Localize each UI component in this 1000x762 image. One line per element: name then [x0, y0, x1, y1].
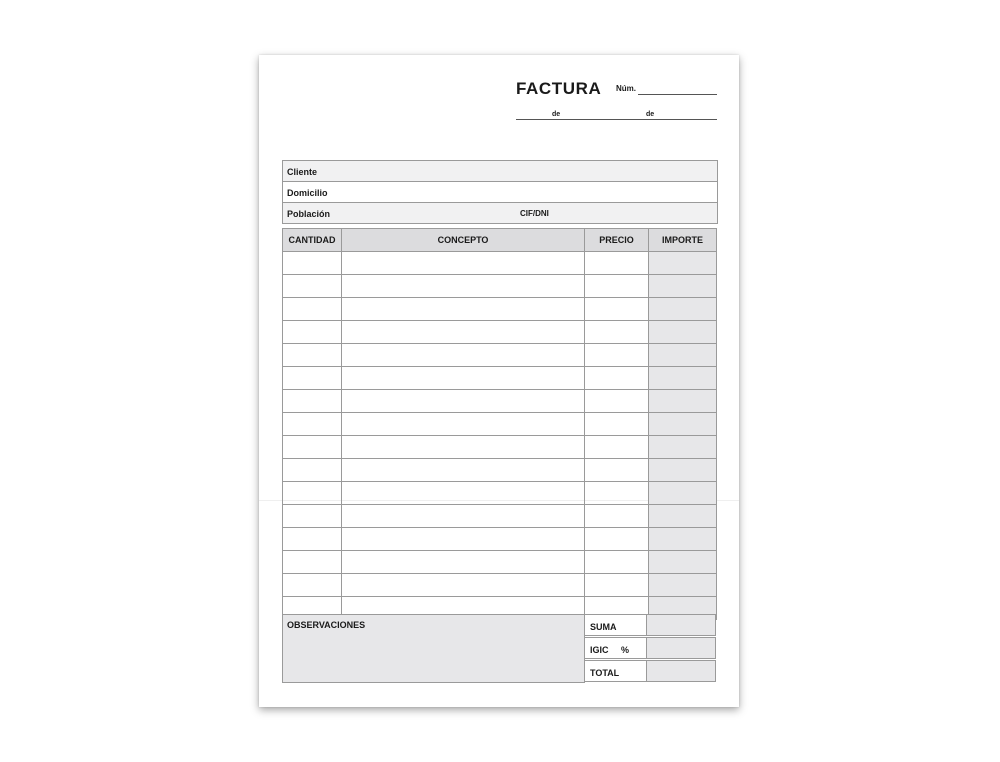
- total-label-cell: [584, 660, 647, 682]
- table-row: [283, 344, 717, 367]
- table-row: [283, 275, 717, 298]
- column-header-amount: IMPORTE: [649, 229, 717, 252]
- amount-cell[interactable]: [649, 367, 717, 390]
- quantity-cell[interactable]: [283, 505, 342, 528]
- address-label: Domicilio: [287, 188, 328, 198]
- price-cell[interactable]: [585, 275, 649, 298]
- quantity-cell[interactable]: [283, 390, 342, 413]
- date-de-label-1: de: [552, 111, 561, 118]
- quantity-cell[interactable]: [283, 574, 342, 597]
- tax-label-cell: [584, 637, 647, 659]
- concept-cell[interactable]: [342, 482, 585, 505]
- amount-cell[interactable]: [649, 436, 717, 459]
- quantity-cell[interactable]: [283, 459, 342, 482]
- quantity-cell[interactable]: [283, 344, 342, 367]
- tax-value-field[interactable]: [646, 637, 716, 659]
- quantity-cell[interactable]: [283, 367, 342, 390]
- observations-label: OBSERVACIONES: [287, 620, 366, 630]
- total-value-field[interactable]: [646, 660, 716, 682]
- amount-cell[interactable]: [649, 482, 717, 505]
- price-cell[interactable]: [585, 574, 649, 597]
- price-cell[interactable]: [585, 459, 649, 482]
- tax-label: IGIC: [590, 645, 609, 655]
- quantity-cell[interactable]: [283, 321, 342, 344]
- table-row: [283, 505, 717, 528]
- date-de-label-2: de: [646, 111, 655, 118]
- price-cell[interactable]: [585, 321, 649, 344]
- quantity-cell[interactable]: [283, 482, 342, 505]
- total-row: [584, 660, 716, 682]
- concept-cell[interactable]: [342, 344, 585, 367]
- line-items-table: [282, 228, 717, 620]
- concept-cell[interactable]: [342, 574, 585, 597]
- price-cell[interactable]: [585, 298, 649, 321]
- quantity-cell[interactable]: [283, 528, 342, 551]
- price-cell[interactable]: [585, 252, 649, 275]
- table-row: [283, 459, 717, 482]
- tax-percent-label: %: [621, 645, 630, 655]
- quantity-cell[interactable]: [283, 298, 342, 321]
- subtotal-value-field[interactable]: [646, 614, 716, 636]
- quantity-cell[interactable]: [283, 551, 342, 574]
- client-city-row[interactable]: [283, 203, 717, 223]
- amount-cell[interactable]: [649, 551, 717, 574]
- table-row: [283, 413, 717, 436]
- concept-cell[interactable]: [342, 367, 585, 390]
- observations-box[interactable]: [282, 614, 585, 683]
- table-header-row: [283, 229, 717, 252]
- total-label: TOTAL: [590, 668, 620, 678]
- table-row: [283, 551, 717, 574]
- invoice-number-label: Núm.: [616, 84, 636, 93]
- price-cell[interactable]: [585, 367, 649, 390]
- concept-cell[interactable]: [342, 528, 585, 551]
- table-row: [283, 367, 717, 390]
- tax-row: [584, 637, 716, 659]
- city-label: Población: [287, 209, 331, 219]
- concept-cell[interactable]: [342, 551, 585, 574]
- client-address-row[interactable]: [283, 182, 717, 203]
- totals-box: [584, 614, 716, 683]
- price-cell[interactable]: [585, 413, 649, 436]
- client-box: [282, 160, 718, 224]
- table-row: [283, 390, 717, 413]
- amount-cell[interactable]: [649, 574, 717, 597]
- amount-cell[interactable]: [649, 298, 717, 321]
- price-cell[interactable]: [585, 436, 649, 459]
- price-cell[interactable]: [585, 482, 649, 505]
- subtotal-label: SUMA: [590, 622, 617, 632]
- column-header-price: PRECIO: [585, 229, 649, 252]
- table-row: [283, 321, 717, 344]
- amount-cell[interactable]: [649, 344, 717, 367]
- client-label: Cliente: [287, 167, 318, 177]
- table-row: [283, 528, 717, 551]
- concept-cell[interactable]: [342, 390, 585, 413]
- quantity-cell[interactable]: [283, 413, 342, 436]
- date-field[interactable]: [516, 119, 717, 120]
- price-cell[interactable]: [585, 528, 649, 551]
- concept-cell[interactable]: [342, 436, 585, 459]
- concept-cell[interactable]: [342, 321, 585, 344]
- quantity-cell[interactable]: [283, 275, 342, 298]
- price-cell[interactable]: [585, 551, 649, 574]
- quantity-cell[interactable]: [283, 252, 342, 275]
- column-header-quantity: CANTIDAD: [283, 229, 342, 252]
- table-row: [283, 298, 717, 321]
- table-row: [283, 252, 717, 275]
- amount-cell[interactable]: [649, 390, 717, 413]
- amount-cell[interactable]: [649, 252, 717, 275]
- amount-cell[interactable]: [649, 321, 717, 344]
- concept-cell[interactable]: [342, 413, 585, 436]
- concept-cell[interactable]: [342, 459, 585, 482]
- concept-cell[interactable]: [342, 275, 585, 298]
- price-cell[interactable]: [585, 390, 649, 413]
- table-row: [283, 482, 717, 505]
- price-cell[interactable]: [585, 344, 649, 367]
- tax-id-label: CIF/DNI: [520, 209, 549, 218]
- client-name-row[interactable]: [283, 161, 717, 182]
- amount-cell[interactable]: [649, 459, 717, 482]
- concept-cell[interactable]: [342, 298, 585, 321]
- amount-cell[interactable]: [649, 505, 717, 528]
- amount-cell[interactable]: [649, 413, 717, 436]
- subtotal-row: [584, 614, 716, 636]
- quantity-cell[interactable]: [283, 436, 342, 459]
- concept-cell[interactable]: [342, 505, 585, 528]
- table-row: [283, 436, 717, 459]
- invoice-sheet: [259, 55, 739, 707]
- table-row: [283, 574, 717, 597]
- column-header-concept: CONCEPTO: [342, 229, 585, 252]
- subtotal-label-cell: [584, 614, 647, 636]
- invoice-title: FACTURA: [516, 79, 602, 98]
- concept-cell[interactable]: [342, 252, 585, 275]
- line-items-body: [283, 252, 717, 620]
- amount-cell[interactable]: [649, 275, 717, 298]
- invoice-number-field[interactable]: [638, 94, 717, 95]
- price-cell[interactable]: [585, 505, 649, 528]
- amount-cell[interactable]: [649, 528, 717, 551]
